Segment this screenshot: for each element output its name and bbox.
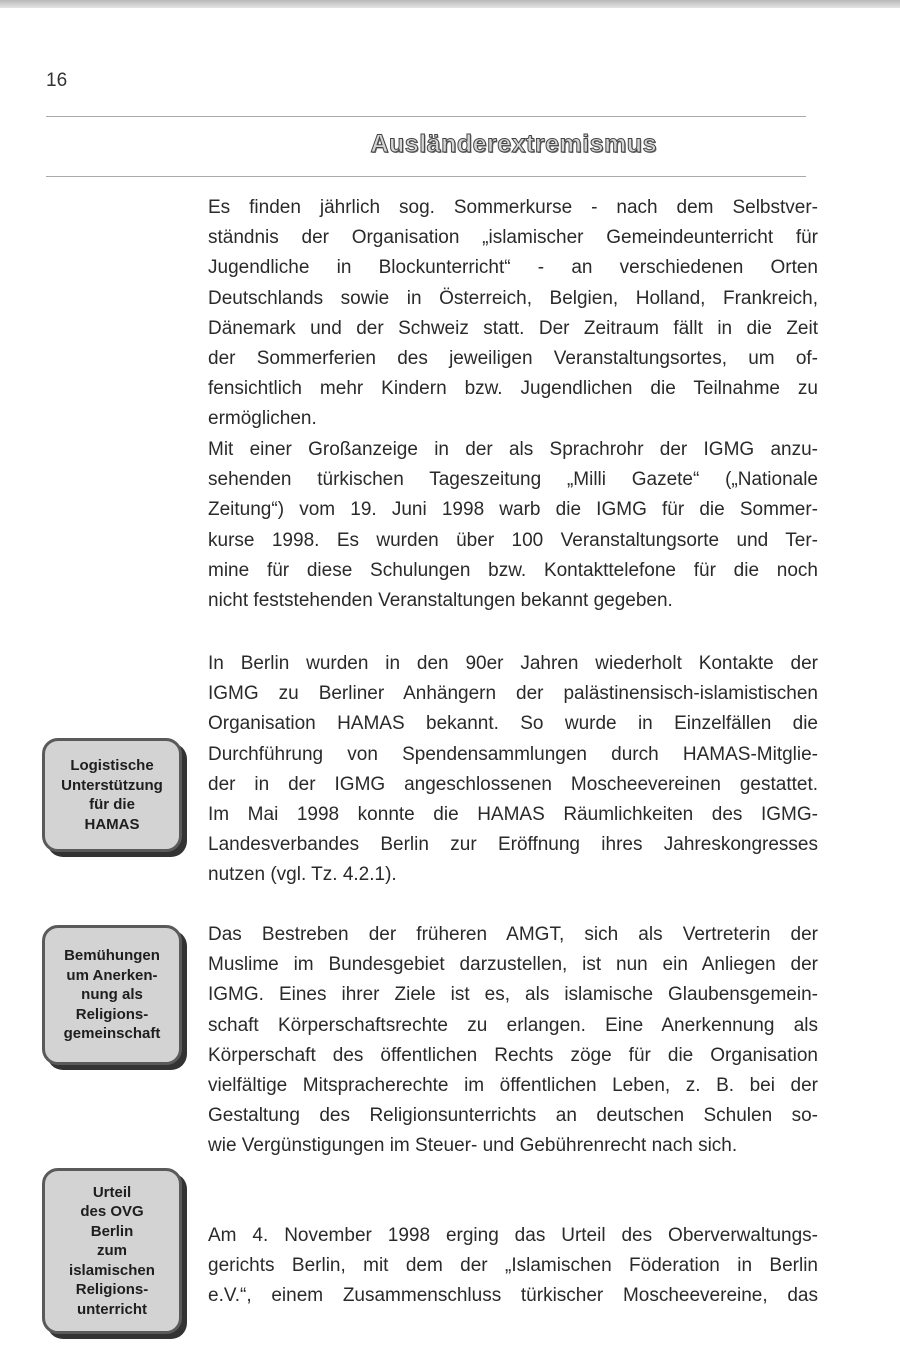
margin-note-line: nung als — [81, 986, 143, 1004]
margin-note-line: für die — [89, 796, 135, 813]
text-line: schaft Körperschaftsrechte zu erlangen. Eine Anerkennung als — [208, 1014, 818, 1036]
text-line: kurse 1998. Es wurden über 100 Veranstaltungsorte und Ter- — [208, 529, 818, 551]
text-line: ständnis der Organisation „islamischer Gemeindeunterricht für — [208, 227, 818, 249]
text-line: Muslime im Bundesgebiet darzustellen, ist nun ein Anliegen der — [208, 954, 818, 976]
margin-note-text — [61, 756, 163, 834]
text-line: Mit einer Großanzeige in der als Sprachrohr der IGMG anzu- — [208, 439, 818, 460]
text-line: Jugendliche in Blockunterricht“ - an verschiedenen Orten — [208, 257, 818, 279]
paragraph-urteil — [208, 1221, 818, 1312]
text-line: vielfältige Mitspracherechte im öffentlichen Leben, z. B. bei der — [208, 1075, 818, 1097]
chapter-title: Ausländerextremismus — [370, 130, 657, 158]
text-line: sehenden türkischen Tageszeitung „Milli Gazete“ („Nationale — [208, 469, 818, 491]
margin-note-line: Logistische — [70, 757, 154, 774]
margin-note-line: Unterstützung — [61, 776, 163, 794]
margin-note-line: um Anerken- — [66, 966, 158, 984]
paragraph-hamas — [208, 649, 818, 891]
margin-note-text — [69, 1183, 155, 1320]
text-line: Organisation HAMAS bekannt. So wurde in Einzelfällen die — [208, 713, 818, 735]
text-line: Durchführung von Spendensammlungen durch HAMAS-Mitglie- — [208, 743, 818, 765]
text-line: nicht feststehenden Veranstaltungen bekannt gegeben. — [208, 590, 673, 612]
margin-note-line: Urteil — [92, 1183, 132, 1201]
margin-note-line: Bemühungen — [64, 947, 160, 965]
text-line: mine für diese Schulungen bzw. Kontakttelefone für die noch — [208, 559, 818, 581]
text-line: fensichtlich mehr Kindern bzw. Jugendlichen die Teilnahme zu — [208, 378, 818, 400]
text-line: In Berlin wurden in den 90er Jahren wiederholt Kontakte der — [208, 653, 818, 674]
paragraph-grossanzeige — [208, 435, 818, 616]
margin-note-line: islamischen — [69, 1261, 155, 1279]
text-line: Körperschaft des öffentlichen Rechts zöge für die Organisation — [208, 1044, 818, 1066]
header-rule-bottom — [46, 176, 806, 177]
margin-note-line: Religions- — [75, 1005, 149, 1023]
text-line: Das Bestreben der früheren AMGT, sich als Vertreterin der — [208, 924, 818, 945]
margin-note-box — [42, 1168, 182, 1334]
text-line: e.V.“, einem Zusammenschluss türkischer Moscheevereine, das — [208, 1285, 818, 1307]
text-line: wie Vergünstigungen im Steuer- und Gebührenrecht nach sich. — [208, 1135, 738, 1157]
margin-note-urteil — [42, 1168, 192, 1334]
text-line: der in der IGMG angeschlossenen Moscheevereinen gestattet. — [208, 773, 818, 795]
margin-note-text — [64, 946, 161, 1044]
text-line: Gestaltung des Religionsunterrichts an deutschen Schulen so- — [208, 1105, 818, 1127]
margin-note-line: des OVG — [80, 1203, 144, 1221]
text-line: ermöglichen. — [208, 408, 317, 430]
margin-note-line: gemeinschaft — [63, 1025, 161, 1043]
paragraph-anerkennung — [208, 920, 818, 1162]
margin-note-bemuehungen — [42, 925, 192, 1065]
paragraph-sommerkurse — [208, 193, 818, 435]
margin-note-line: unterricht — [76, 1300, 147, 1318]
margin-note-line: Berlin — [90, 1222, 134, 1240]
page-number: 16 — [46, 70, 68, 91]
header-rule-top — [46, 116, 806, 117]
margin-note-line: HAMAS — [84, 815, 140, 833]
margin-note-box — [42, 738, 182, 852]
margin-note-box — [42, 925, 182, 1065]
text-line: nutzen (vgl. Tz. 4.2.1). — [208, 864, 397, 886]
text-line: Landesverbandes Berlin zur Eröffnung ihres Jahreskongresses — [208, 834, 818, 856]
text-line: Deutschlands sowie in Österreich, Belgien, Holland, Frankreich, — [208, 287, 818, 309]
text-line: der Sommerferien des jeweiligen Veranstaltungsortes, um of- — [208, 348, 818, 370]
text-line: Am 4. November 1998 erging das Urteil des Oberverwaltungs- — [208, 1225, 818, 1246]
text-line: gerichts Berlin, mit dem der „Islamischen Föderation in Berlin — [208, 1255, 818, 1277]
margin-note-logistik — [42, 738, 192, 852]
text-line: Es finden jährlich sog. Sommerkurse - nach dem Selbstver- — [208, 197, 818, 218]
text-line: Im Mai 1998 konnte die HAMAS Räumlichkeiten des IGMG- — [208, 804, 818, 826]
scan-top-edge — [0, 0, 900, 8]
margin-note-line: zum — [96, 1242, 127, 1260]
text-line: Zeitung“) vom 19. Juni 1998 warb die IGMG für die Sommer- — [208, 499, 818, 521]
text-line: IGMG zu Berliner Anhängern der palästinensisch-islamistischen — [208, 683, 818, 705]
text-line: IGMG. Eines ihrer Ziele ist es, als islamische Glaubensgemein- — [208, 984, 818, 1006]
margin-note-line: Religions- — [75, 1281, 149, 1299]
text-line: Dänemark und der Schweiz statt. Der Zeitraum fällt in die Zeit — [208, 317, 818, 339]
